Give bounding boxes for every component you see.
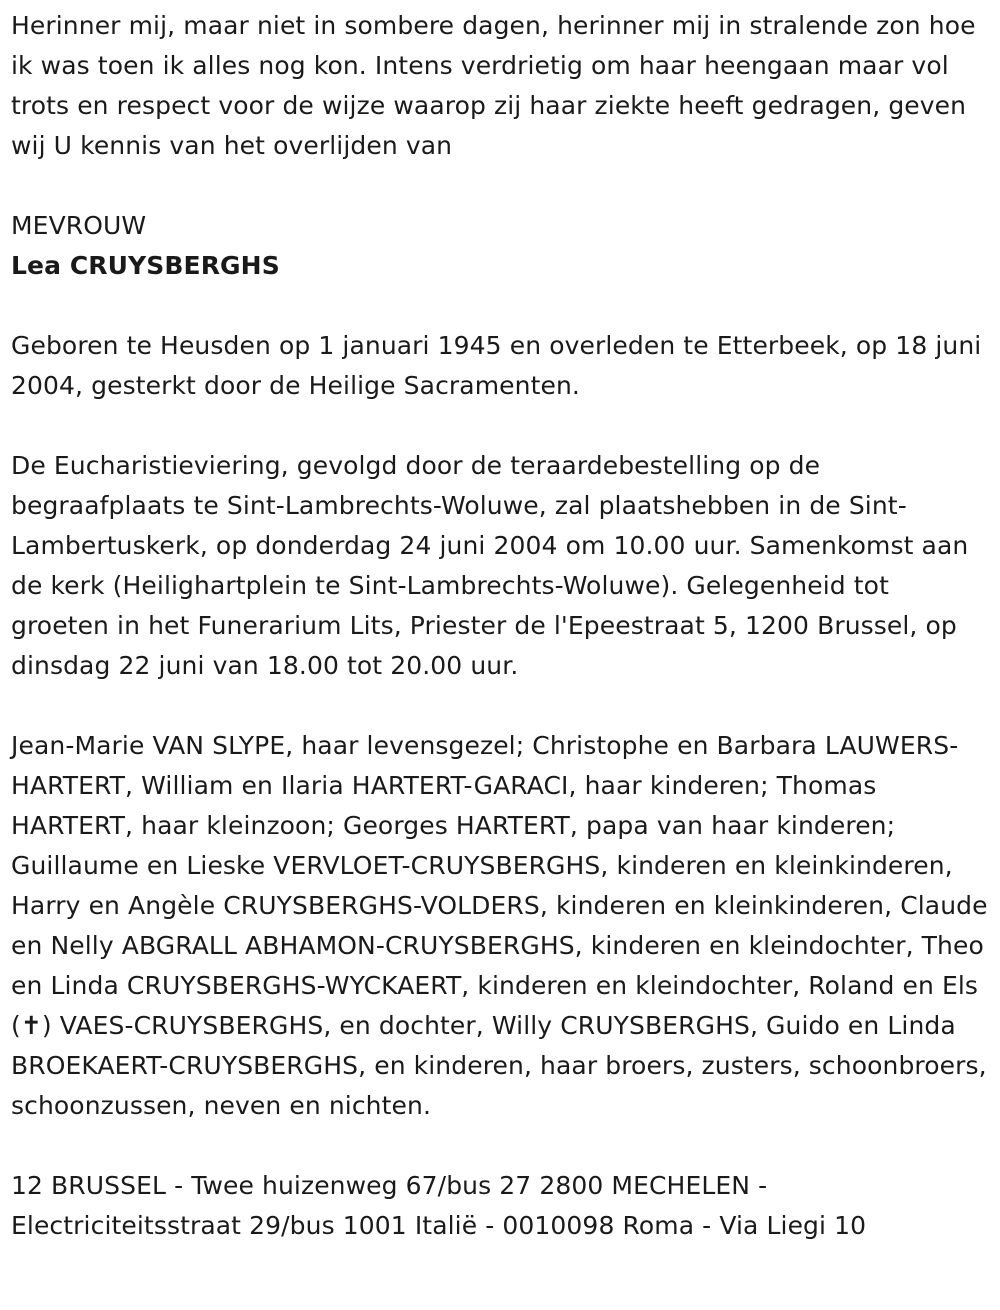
ceremony-paragraph: De Eucharistieviering, gevolgd door de teraardebestelling op de begraafplaats te Sint-Lambrechts-Woluwe, zal plaatshebben in de Sint-Lambertuskerk, op donderdag 24 juni 2004 om 10.00 uur. Samenkomst aan de kerk (Heilighartplein te Sint-Lambrechts-Woluwe). Gelegenheid tot groeten in het Funerarium Lits, Priester de l'Epeestraat 5, 1200 Brussel, op dinsdag 22 juni van 18.00 tot 20.00 uur.	[11, 451, 969, 680]
honorific-title: MEVROUW	[11, 211, 147, 240]
addresses-paragraph: 12 BRUSSEL - Twee huizenweg 67/bus 27 2800 MECHELEN - Electriciteitsstraat 29/bus 1001 Italië - 0010098 Roma - Via Liegi 10	[11, 1171, 867, 1240]
death-notice	[11, 6, 991, 1246]
deceased-name: Lea CRUYSBERGHS	[11, 251, 280, 280]
birth-death-paragraph: Geboren te Heusden op 1 januari 1945 en overleden te Etterbeek, op 18 juni 2004, gesterkt door de Heilige Sacramenten.	[11, 331, 982, 400]
family-paragraph: Jean-Marie VAN SLYPE, haar levensgezel; Christophe en Barbara LAUWERS-HARTERT, William en Ilaria HARTERT-GARACI, haar kinderen; Thomas HARTERT, haar kleinzoon; Georges HARTERT, papa van haar kinderen; Guillaume en Lieske VERVLOET-CRUYSBERGHS, kinderen en kleinkinderen, Harry en Angèle CRUYSBERGHS-VOLDERS, kinderen en kleinkinderen, Claude en Nelly ABGRALL ABHAMON-CRUYSBERGHS, kinderen en kleindochter, Theo en Linda CRUYSBERGHS-WYCKAERT, kinderen en kleindochter, Roland en Els (✝) VAES-CRUYSBERGHS, en dochter, Willy CRUYSBERGHS, Guido en Linda BROEKAERT-CRUYSBERGHS, en kinderen, haar broers, zusters, schoonbroers, schoonzussen, neven en nichten.	[11, 731, 988, 1120]
intro-paragraph: Herinner mij, maar niet in sombere dagen, herinner mij in stralende zon hoe ik was toen ik alles nog kon. Intens verdrietig om haar heengaan maar vol trots en respect voor de wijze waarop zij haar ziekte heeft gedragen, geven wij U kennis van het overlijden van	[11, 11, 976, 160]
